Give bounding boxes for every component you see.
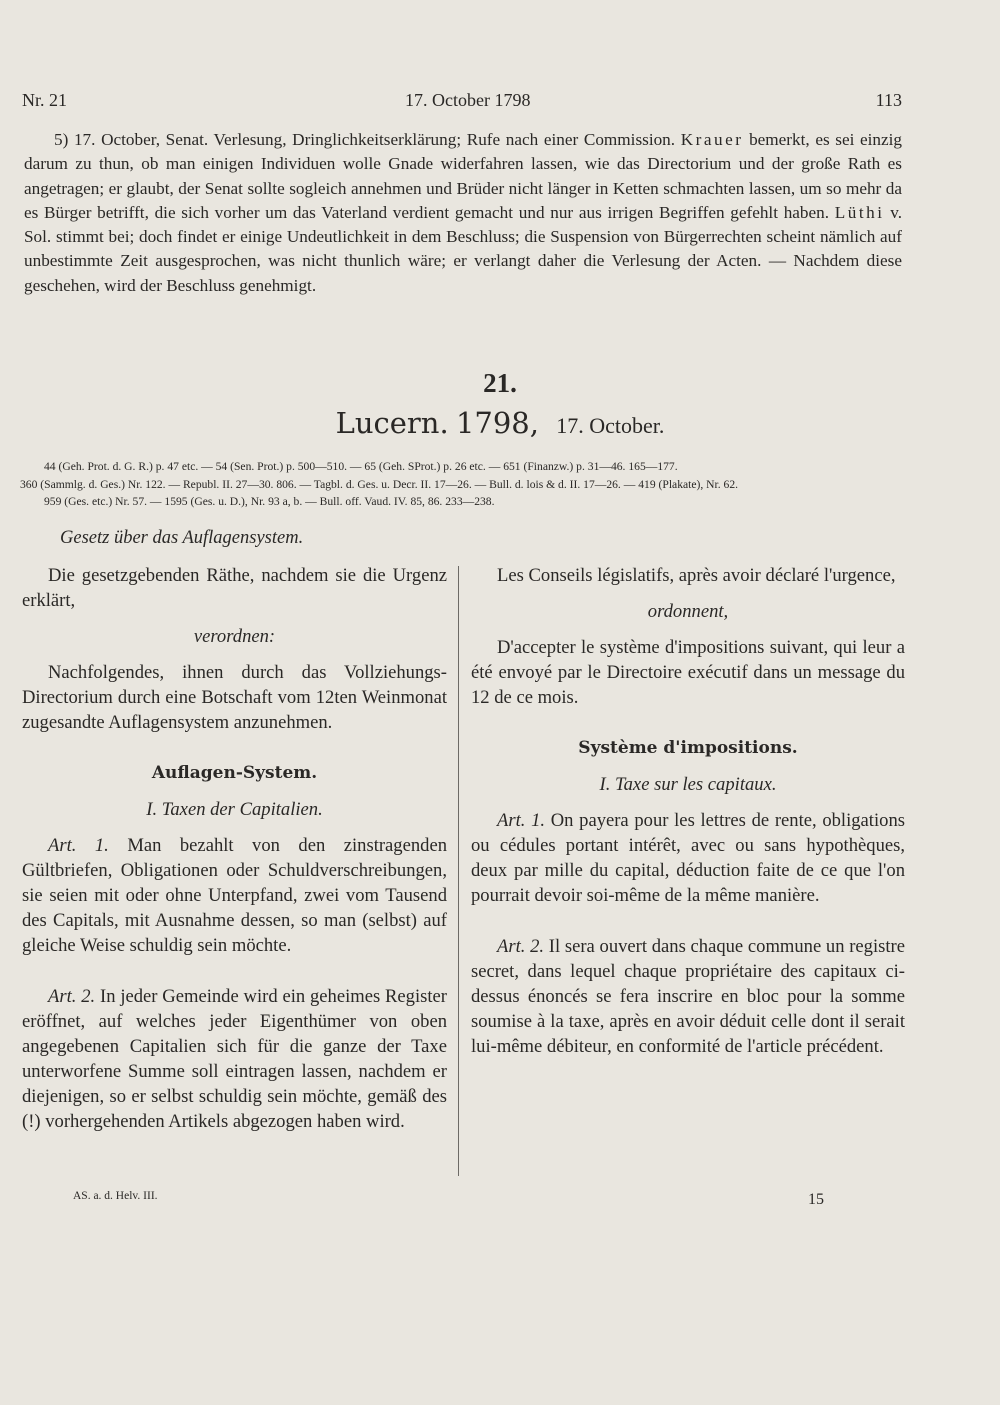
german-section-title: Auflagen-System.	[151, 763, 318, 783]
page-number-header: 113	[875, 90, 902, 110]
document-place: Lucern.	[335, 406, 449, 440]
german-article-1	[22, 833, 447, 958]
german-subsection-title: I. Taxen der Capitalien.	[146, 799, 323, 820]
document-heading	[0, 406, 1000, 441]
french-verb: ordonnent,	[647, 601, 729, 622]
french-subsection-title: I. Taxe sur les capitaux.	[599, 774, 777, 795]
article-label: Art. 1.	[48, 835, 109, 856]
document-date: 17. October.	[556, 413, 665, 438]
french-article-2	[471, 934, 905, 1059]
speaker-krauer: Krauer	[680, 130, 744, 149]
sheet-signature: 15	[808, 1191, 824, 1208]
article-label: Art. 2.	[497, 936, 545, 957]
senate-proceedings-paragraph	[24, 128, 902, 298]
source-line: 360 (Sammlg. d. Ges.) Nr. 122. — Republ. II. 27—30. 806. — Tagbl. d. Ges. u. Decr. II. 17—26. — Bull. d. lois & d. II. 17—26. — 419 (Plakate), Nr. 62.	[20, 477, 739, 491]
collection-footer: AS. a. d. Helv. III.	[73, 1190, 158, 1202]
source-line: 959 (Ges. etc.) Nr. 57. — 1595 (Ges. u. D.), Nr. 93 a, b. — Bull. off. Vaud. IV. 85, 86. 233—238.	[44, 495, 495, 508]
german-column	[22, 563, 447, 1134]
law-title: Gesetz über das Auflagensystem.	[60, 528, 304, 548]
french-article-1	[471, 808, 905, 908]
french-section-title: Système d'impositions.	[578, 738, 798, 758]
document-number-header: Nr. 21	[22, 90, 67, 110]
article-label: Art. 2.	[48, 986, 96, 1007]
french-column	[471, 563, 905, 1059]
intro-text-3: v. Sol. stimmt bei; doch findet er einige Undeutlichkeit in dem Beschluss; die Suspension von Bürgerrechten scheint nämlich auf unbestimmte Zeit ausgesprochen, was nicht thunlich wäre; er verlangt daher die Verlesung der Acten. — Nachdem diese geschehen, wird der Beschluss genehmigt.	[24, 202, 903, 295]
source-line: 44 (Geh. Prot. d. G. R.) p. 47 etc. — 54 (Sen. Prot.) p. 500—510. — 65 (Geh. SProt.) p. 26 etc. — 651 (Finanzw.) p. 31—46. 165—177.	[44, 460, 678, 473]
source-references	[20, 458, 906, 511]
german-article-2	[22, 984, 447, 1134]
german-verb: verordnen:	[193, 626, 276, 647]
intro-text-1: 5) 17. October, Senat. Verlesung, Dringlichkeitserklärung; Rufe nach einer Commission.	[54, 130, 676, 149]
article-text: In jeder Gemeinde wird ein geheimes Register eröffnet, auf welches jeder Eigenthümer von oben angegebenen Capitalien sich für die ganze der Taxe unterworfene Summe soll eintragen lassen, nachdem er diejenigen, so er selbst schuldig sein möchte, gemäß des (!) vorhergehenden Artikels abgezogen haben wird.	[22, 986, 447, 1132]
article-text: On payera pour les lettres de rente, obligations ou cédules portant intérêt, avec ou sans hypothèques, deux par mille du capital, déduction faite de ce que l'on pourrait devoir soi-même de la même manière.	[471, 810, 905, 906]
speaker-luthi: Lüthi	[834, 202, 885, 222]
french-resolution: D'accepter le système d'impositions suivant, qui leur a été envoyé par le Directoire exécutif dans un message du 12 de ce mois.	[471, 637, 905, 708]
document-number: 21.	[483, 368, 517, 398]
document-year: 1798,	[455, 406, 539, 440]
article-label: Art. 1.	[497, 810, 546, 831]
column-divider	[458, 566, 459, 1176]
running-head	[22, 90, 902, 116]
article-text: Man bezahlt von den zinstragenden Gültbriefen, Obligationen oder Schuldverschreibungen, sie seien mit oder ohne Unterpfand, zwei vom Tausend des Capitals, mit Ausnahme dessen, so man (selbst) auf gleiche Weise schuldig sein möchte.	[22, 835, 447, 956]
date-header: 17. October 1798	[405, 90, 531, 110]
article-text: Il sera ouvert dans chaque commune un registre secret, dans lequel chaque propriétaire des capitaux ci-dessus énoncés se fera inscrire en bloc pour la somme soumise à la taxe, après en avoir déduit celle dont il serait lui-même débiteur, en conformité de l'article précédent.	[471, 936, 905, 1057]
german-preamble: Die gesetzgebenden Räthe, nachdem sie die Urgenz erklärt,	[22, 565, 447, 611]
german-resolution: Nachfolgendes, ihnen durch das Vollziehungs-Directorium durch eine Botschaft vom 12ten Weinmonat zugesandte Auflagensystem anzunehmen.	[22, 662, 447, 733]
french-preamble: Les Conseils législatifs, après avoir déclaré l'urgence,	[497, 565, 896, 586]
intro-text-2: bemerkt, es sei einzig darum zu thun, ob man einigen Individuen wolle Gnade widerfahren lassen, wie das Directorium und der große Rath es angetragen; er glaubt, der Senat sollte sogleich annehmen und Brüder nicht länger in Ketten schmachten lassen, um so mehr da es Bürger betrifft, die sich vorher um das Vaterland verdient gemacht und nur aus irrigen Begriffen gefehlt haben.	[24, 130, 903, 222]
